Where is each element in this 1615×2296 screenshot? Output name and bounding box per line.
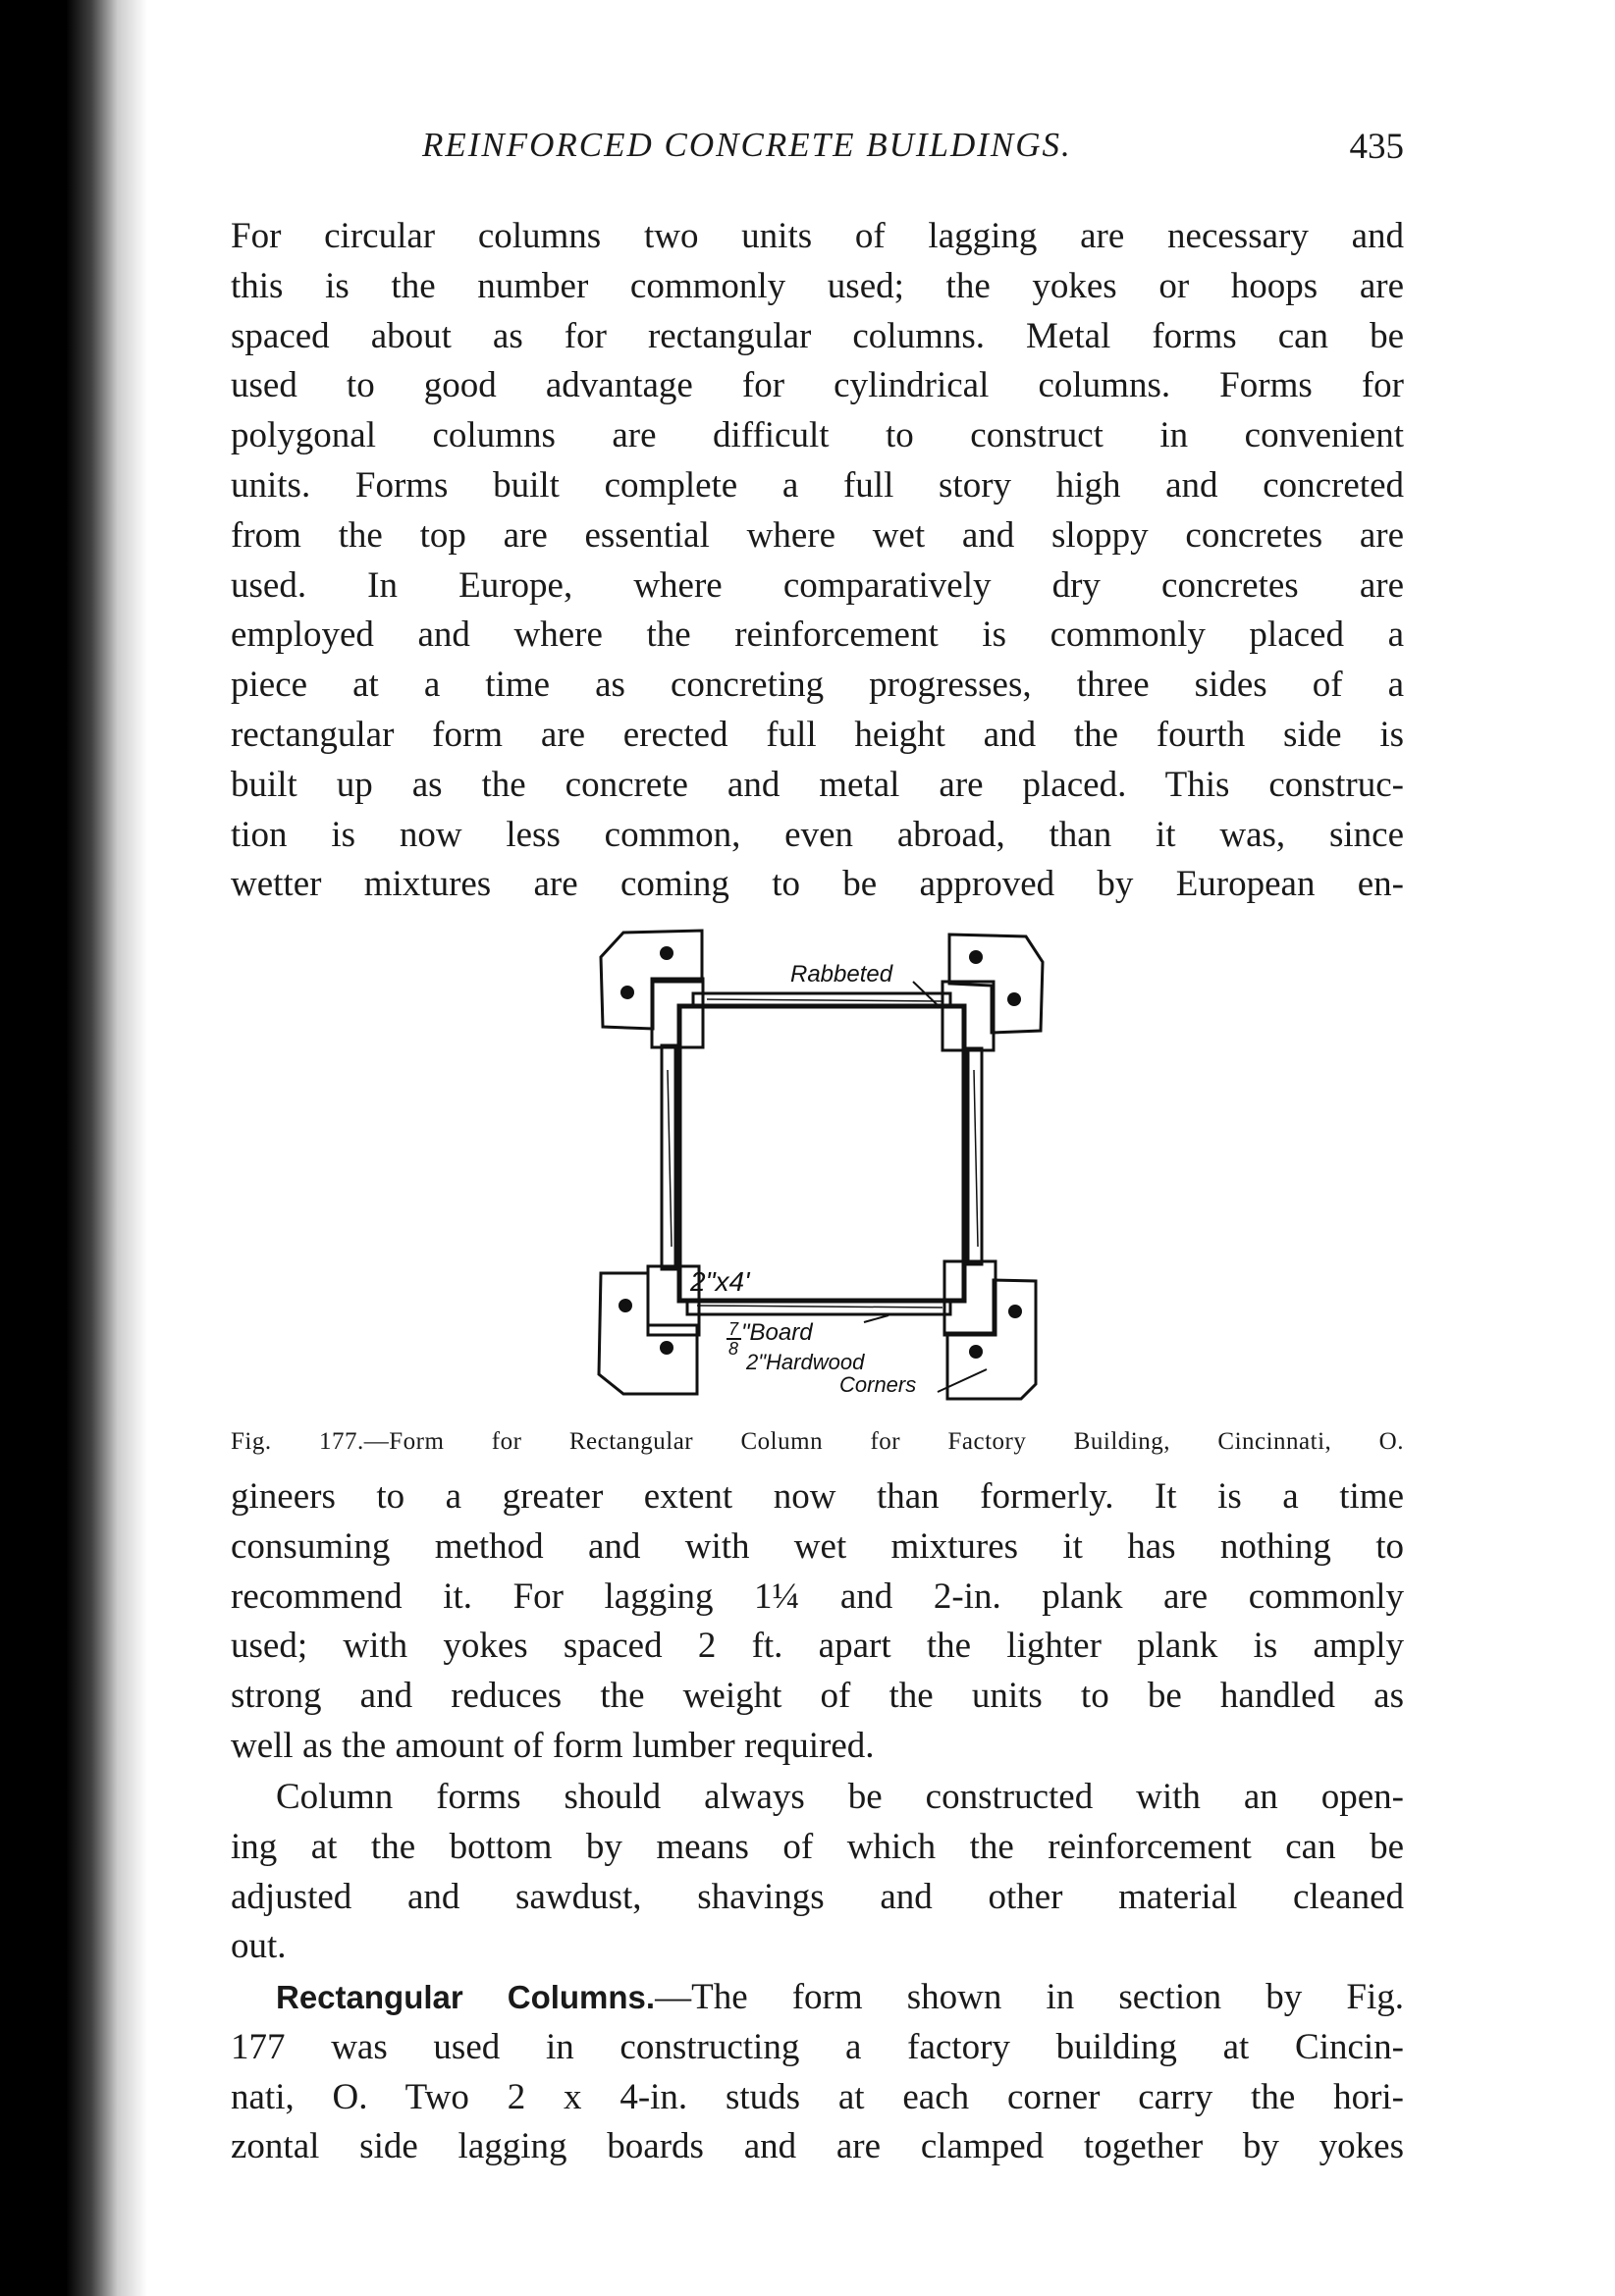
label-board: "Board bbox=[741, 1319, 813, 1346]
text-line: zontal side lagging boards and are clamped together by yokes bbox=[231, 2126, 1404, 2167]
text-line: consuming method and with wet mixtures it has nothing to bbox=[231, 1525, 1404, 1567]
text-line: out. bbox=[231, 1926, 287, 1967]
text-line: used to good advantage for cylindrical columns. Forms for bbox=[231, 365, 1404, 406]
text-line: from the top are essential where wet and sloppy concretes are bbox=[231, 514, 1404, 556]
paragraph-4 bbox=[231, 1973, 1404, 2172]
text-line: used; with yokes spaced 2 ft. apart the lighter plank is amply bbox=[231, 1626, 1404, 1667]
text-line: 177 was used in constructing a factory building at Cincin- bbox=[231, 2026, 1404, 2067]
text-line: adjusted and sawdust, shavings and other material cleaned bbox=[231, 1876, 1404, 1917]
board-right bbox=[968, 1048, 982, 1264]
running-title: REINFORCED CONCRETE BUILDINGS. bbox=[422, 126, 1072, 164]
label-hardwood: 2"Hardwood bbox=[746, 1350, 865, 1374]
label-fraction-denominator: 8 bbox=[728, 1339, 739, 1359]
text-line: rectangular form are erected full height and the fourth side is bbox=[231, 714, 1404, 755]
text-line: nati, O. Two 2 x 4-in. studs at each corner carry the hori- bbox=[231, 2076, 1404, 2117]
text-line: built up as the concrete and metal are placed. This construc- bbox=[231, 764, 1404, 805]
text-line: used. In Europe, where comparatively dry concretes are bbox=[231, 564, 1404, 606]
section-heading: Rectangular Columns. bbox=[276, 1979, 656, 2015]
label-fraction-numerator: 7 bbox=[728, 1319, 739, 1339]
text-line: this is the number commonly used; the yokes or hoops are bbox=[231, 265, 1404, 306]
text-line: spaced about as for rectangular columns. Metal forms can be bbox=[231, 315, 1404, 356]
text-line: Column forms should always be constructed with an open- bbox=[276, 1777, 1404, 1817]
text-line bbox=[231, 1973, 1404, 2023]
paragraph-1 bbox=[231, 212, 1404, 910]
figure-caption: Fig. 177.—Form for Rectangular Column for Factory Building, Cincinnati, O. bbox=[231, 1428, 1404, 1455]
label-rabbeted: Rabbeted bbox=[790, 961, 893, 988]
paragraph-3 bbox=[231, 1773, 1404, 1972]
text-line: units. Forms built complete a full story high and concreted bbox=[231, 464, 1404, 506]
board-left bbox=[662, 1045, 675, 1269]
text-span: —The form shown in section by Fig. bbox=[655, 1977, 1404, 2017]
text-line: ing at the bottom by means of which the reinforcement can be bbox=[231, 1826, 1404, 1867]
text-line: employed and where the reinforcement is commonly placed a bbox=[231, 614, 1404, 656]
page-header bbox=[231, 126, 1404, 175]
text-line: well as the amount of form lumber required. bbox=[231, 1725, 875, 1766]
text-line: tion is now less common, even abroad, than it was, since bbox=[231, 814, 1404, 855]
text-line: piece at a time as concreting progresses, three sides of a bbox=[231, 665, 1404, 706]
figure-177-column-form bbox=[589, 923, 1060, 1404]
paragraph-2 bbox=[231, 1472, 1404, 1772]
scan-edge-shadow bbox=[0, 0, 147, 2296]
text-line: polygonal columns are difficult to construct in convenient bbox=[231, 415, 1404, 456]
text-line: gineers to a greater extent now than formerly. It is a time bbox=[231, 1476, 1404, 1517]
text-line: recommend it. For lagging 1¼ and 2-in. plank are commonly bbox=[231, 1575, 1404, 1617]
text-line: For circular columns two units of lagging are necessary and bbox=[231, 216, 1404, 256]
page-number: 435 bbox=[1349, 127, 1404, 167]
text-line: wetter mixtures are coming to be approved by European en- bbox=[231, 864, 1404, 905]
label-stud: 2"x4' bbox=[690, 1266, 750, 1297]
text-line: strong and reduces the weight of the units to be handled as bbox=[231, 1676, 1404, 1717]
label-corners: Corners bbox=[839, 1372, 917, 1397]
